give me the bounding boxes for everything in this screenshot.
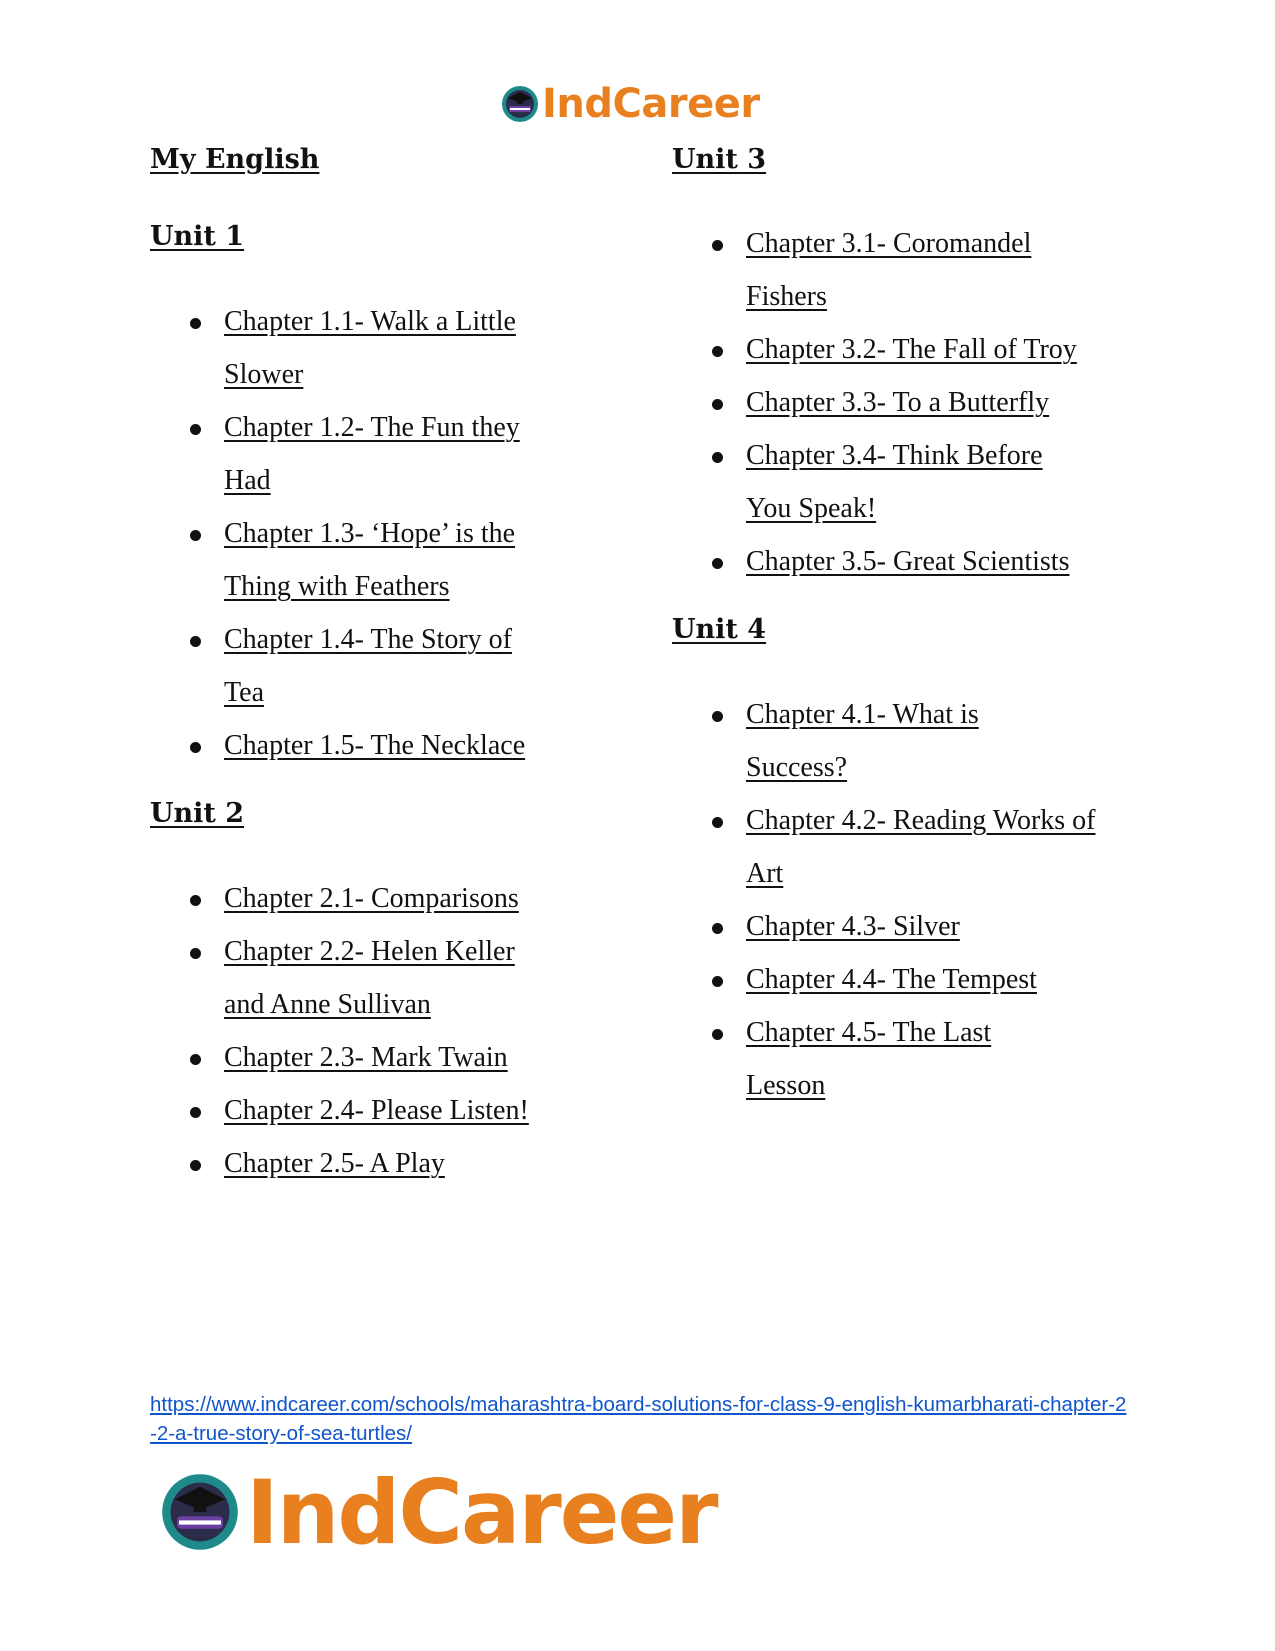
list-item [672, 1006, 1046, 1112]
bullet-icon [190, 424, 201, 435]
chapter-link[interactable]: Chapter 2.3- Mark Twain [224, 1042, 508, 1073]
list-item [672, 323, 1152, 376]
unit-1-chapter-list [150, 295, 610, 772]
list-item [150, 719, 610, 772]
chapter-link[interactable]: Chapter 3.5- Great Scientists [746, 546, 1070, 577]
chapter-link[interactable]: Chapter 2.1- Comparisons [224, 883, 519, 914]
unit-3-heading: Unit 3 [672, 144, 767, 175]
right-column [672, 140, 1152, 1112]
chapter-link[interactable]: Chapter 1.3- ‘Hope’ is the Thing with Feathers [224, 518, 516, 602]
bullet-icon [190, 530, 201, 541]
bullet-icon [190, 1107, 201, 1118]
bullet-icon [712, 976, 723, 987]
chapter-link[interactable]: Chapter 3.4- Think Before You Speak! [746, 440, 1043, 524]
chapter-link[interactable]: Chapter 1.4- The Story of Tea [224, 624, 512, 708]
indcareer-emblem-icon [500, 84, 540, 124]
bullet-icon [712, 711, 723, 722]
bullet-icon [712, 558, 723, 569]
bullet-icon [190, 742, 201, 753]
document-title: My English [150, 144, 320, 175]
unit-2-chapter-list [150, 872, 610, 1190]
bullet-icon [712, 452, 723, 463]
indcareer-wordmark: IndCareer [542, 81, 760, 127]
list-item [672, 429, 1076, 535]
list-item [150, 872, 610, 925]
indcareer-logo-top [500, 80, 760, 128]
chapter-link[interactable]: Chapter 1.2- The Fun they Had [224, 412, 520, 496]
chapter-link[interactable]: Chapter 1.1- Walk a Little Slower [224, 306, 516, 390]
unit-4-chapter-list [672, 688, 1152, 1112]
list-item [150, 401, 554, 507]
chapter-link[interactable]: Chapter 4.4- The Tempest [746, 964, 1037, 995]
list-item [672, 794, 1116, 900]
unit-2-heading: Unit 2 [150, 798, 245, 829]
list-item [150, 507, 544, 613]
list-item [672, 953, 1152, 1006]
bullet-icon [190, 948, 201, 959]
bullet-icon [190, 636, 201, 647]
bullet-icon [712, 923, 723, 934]
list-item [672, 688, 1046, 794]
list-item [672, 217, 1076, 323]
chapter-link[interactable]: Chapter 1.5- The Necklace [224, 730, 526, 761]
list-item [150, 925, 554, 1031]
chapter-link[interactable]: Chapter 2.5- A Play [224, 1148, 445, 1179]
bullet-icon [712, 240, 723, 251]
chapter-link[interactable]: Chapter 3.3- To a Butterfly [746, 387, 1050, 418]
unit-3-chapter-list [672, 217, 1152, 588]
chapter-link[interactable]: Chapter 4.2- Reading Works of Art [746, 805, 1096, 889]
bullet-icon [712, 817, 723, 828]
bullet-icon [712, 346, 723, 357]
chapter-link[interactable]: Chapter 2.4- Please Listen! [224, 1095, 529, 1126]
bullet-icon [190, 895, 201, 906]
list-item [150, 1084, 610, 1137]
list-item [672, 376, 1152, 429]
list-item [150, 1031, 610, 1084]
bullet-icon [190, 1160, 201, 1171]
bullet-icon [712, 1029, 723, 1040]
unit-1-heading: Unit 1 [150, 221, 245, 252]
list-item [150, 613, 544, 719]
chapter-link[interactable]: Chapter 2.2- Helen Keller and Anne Sullivan [224, 936, 515, 1020]
left-column [150, 140, 610, 1190]
chapter-link[interactable]: Chapter 3.1- Coromandel Fishers [746, 228, 1032, 312]
bullet-icon [190, 318, 201, 329]
source-url-link[interactable]: https://www.indcareer.com/schools/maharashtra-board-solutions-for-class-9-english-kumarbharati-chapter-2-2-a-true-story-of-sea-turtles/ [150, 1393, 1127, 1445]
list-item [150, 295, 544, 401]
indcareer-logo-bottom [158, 1462, 717, 1562]
indcareer-emblem-icon [158, 1470, 242, 1554]
indcareer-wordmark: IndCareer [246, 1460, 717, 1564]
chapter-link[interactable]: Chapter 4.3- Silver [746, 911, 960, 942]
unit-4-heading: Unit 4 [672, 614, 767, 645]
bullet-icon [190, 1054, 201, 1065]
list-item [672, 535, 1152, 588]
list-item [672, 900, 1152, 953]
chapter-link[interactable]: Chapter 4.5- The Last Lesson [746, 1017, 992, 1101]
chapter-link[interactable]: Chapter 3.2- The Fall of Troy [746, 334, 1077, 365]
bullet-icon [712, 399, 723, 410]
list-item [150, 1137, 610, 1190]
chapter-link[interactable]: Chapter 4.1- What is Success? [746, 699, 979, 783]
